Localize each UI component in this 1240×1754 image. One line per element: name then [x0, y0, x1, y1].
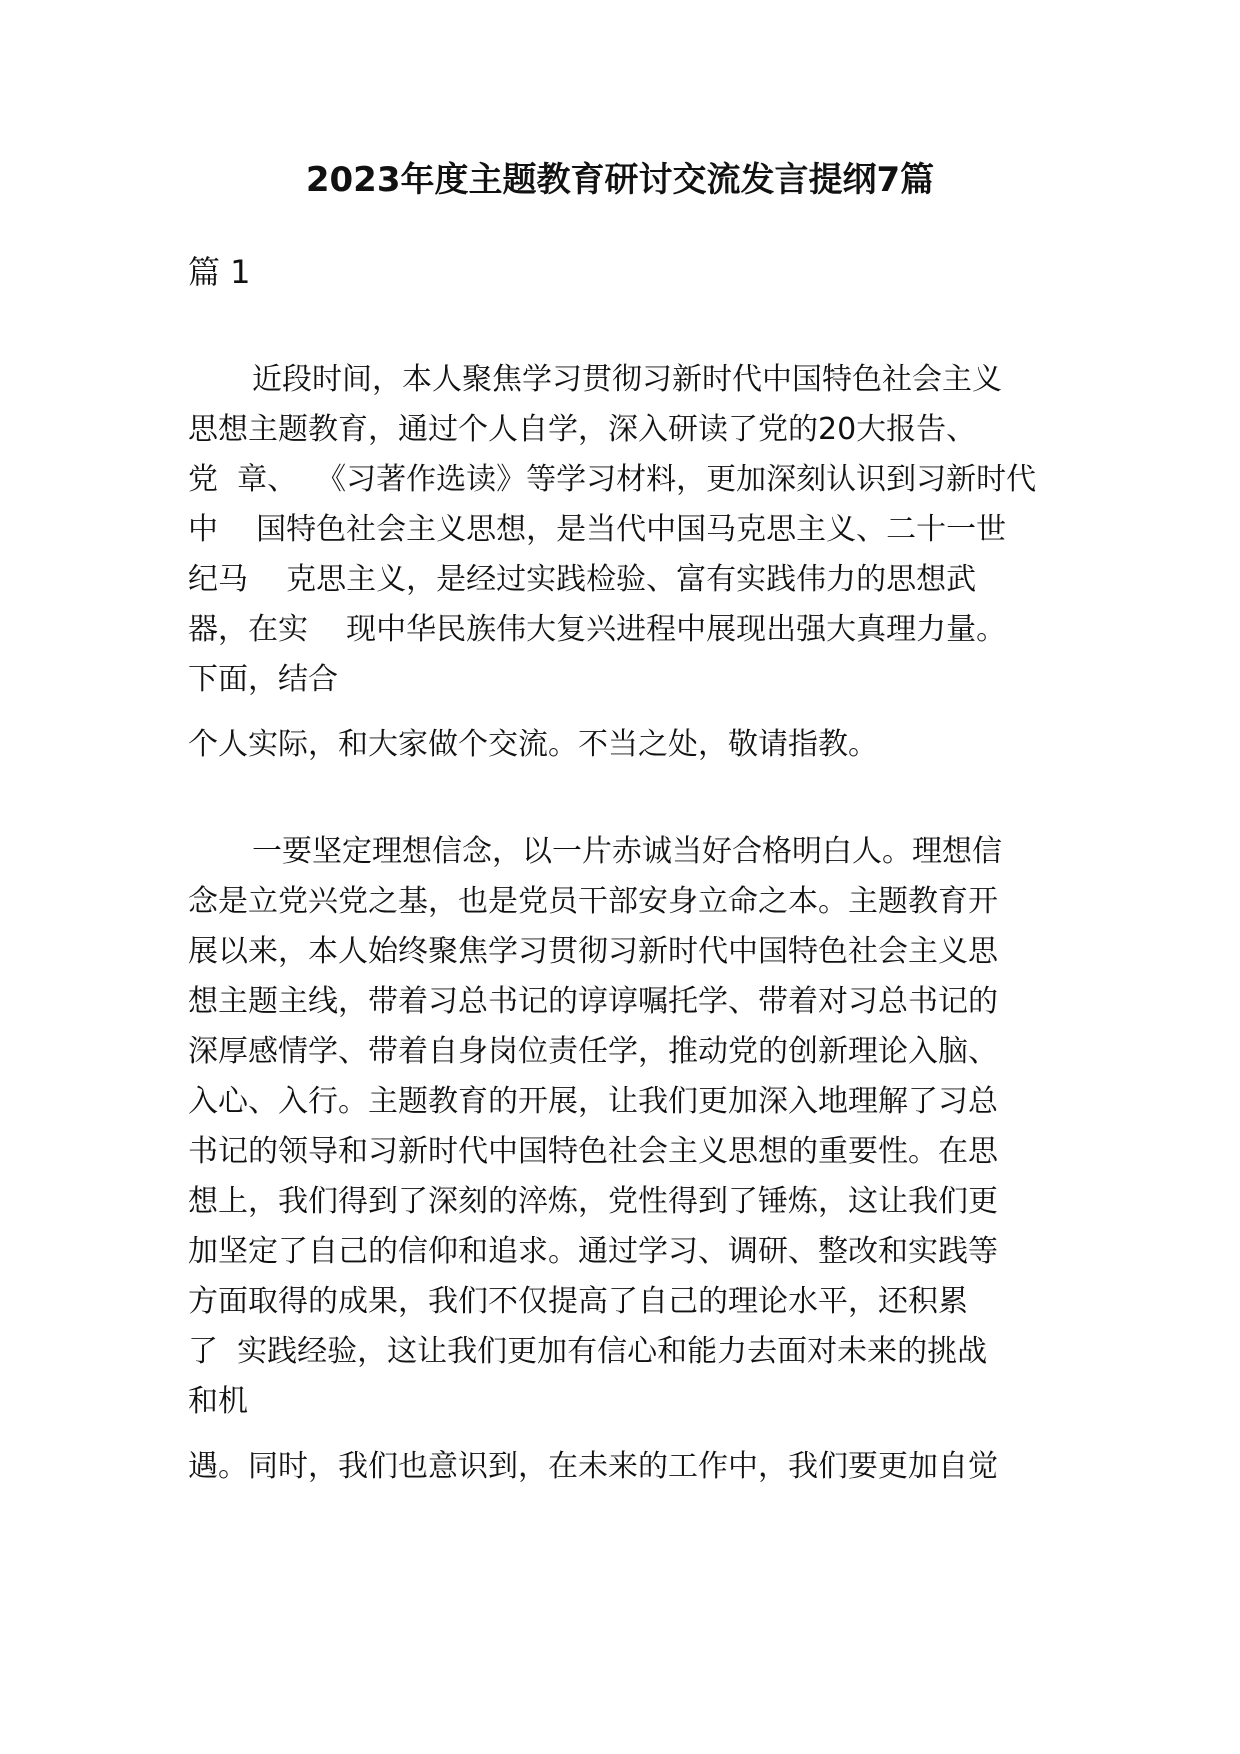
paragraph-line: 了 实践经验，这让我们更加有信心和能力去面对未来的挑战 — [188, 1334, 988, 1369]
paragraph-line: 深厚感情学、带着自身岗位责任学，推动党的创新理论入脑、 — [188, 1034, 998, 1069]
paragraph-line: 遇。同时，我们也意识到，在未来的工作中，我们要更加自觉 — [188, 1449, 998, 1484]
paragraph-line: 近段时间，本人聚焦学习贯彻习新时代中国特色社会主义 — [252, 362, 1002, 397]
paragraph-line: 念是立党兴党之基，也是党员干部安身立命之本。主题教育开 — [188, 884, 998, 919]
paragraph-line: 下面，结合 — [188, 662, 338, 697]
paragraph-line: 和机 — [188, 1384, 248, 1419]
paragraph-line: 想上，我们得到了深刻的淬炼，党性得到了锤炼，这让我们更 — [188, 1184, 998, 1219]
section-heading: 篇 1 — [188, 253, 251, 291]
paragraph-line: 书记的领导和习新时代中国特色社会主义思想的重要性。在思 — [188, 1134, 998, 1169]
paragraph-line: 加坚定了自己的信仰和追求。通过学习、调研、整改和实践等 — [188, 1234, 998, 1269]
paragraph-line: 纪马 克思主义，是经过实践检验、富有实践伟力的思想武 — [188, 562, 977, 597]
paragraph-line: 中 国特色社会主义思想，是当代中国马克思主义、二十一世 — [188, 512, 1007, 547]
paragraph-line: 入心、入行。主题教育的开展，让我们更加深入地理解了习总 — [188, 1084, 998, 1119]
paragraph-line: 一要坚定理想信念，以一片赤诚当好合格明白人。理想信 — [252, 834, 1002, 869]
paragraph-line: 想主题主线，带着习总书记的谆谆嘱托学、带着对习总书记的 — [188, 984, 998, 1019]
paragraph-line: 器，在实 现中华民族伟大复兴进程中展现出强大真理力量。 — [188, 612, 1007, 647]
paragraph-line: 方面取得的成果，我们不仅提高了自己的理论水平，还积累 — [188, 1284, 968, 1319]
paragraph-line: 个人实际，和大家做个交流。不当之处，敬请指教。 — [188, 727, 878, 762]
paragraph-line: 展以来，本人始终聚焦学习贯彻习新时代中国特色社会主义思 — [188, 934, 998, 969]
paragraph-line: 思想主题教育，通过个人自学，深入研读了党的20大报告、 — [188, 412, 977, 447]
document-title: 2023年度主题教育研讨交流发言提纲7篇 — [305, 160, 935, 200]
paragraph-line: 党 章、 《习著作选读》等学习材料，更加深刻认识到习新时代 — [188, 462, 1037, 497]
